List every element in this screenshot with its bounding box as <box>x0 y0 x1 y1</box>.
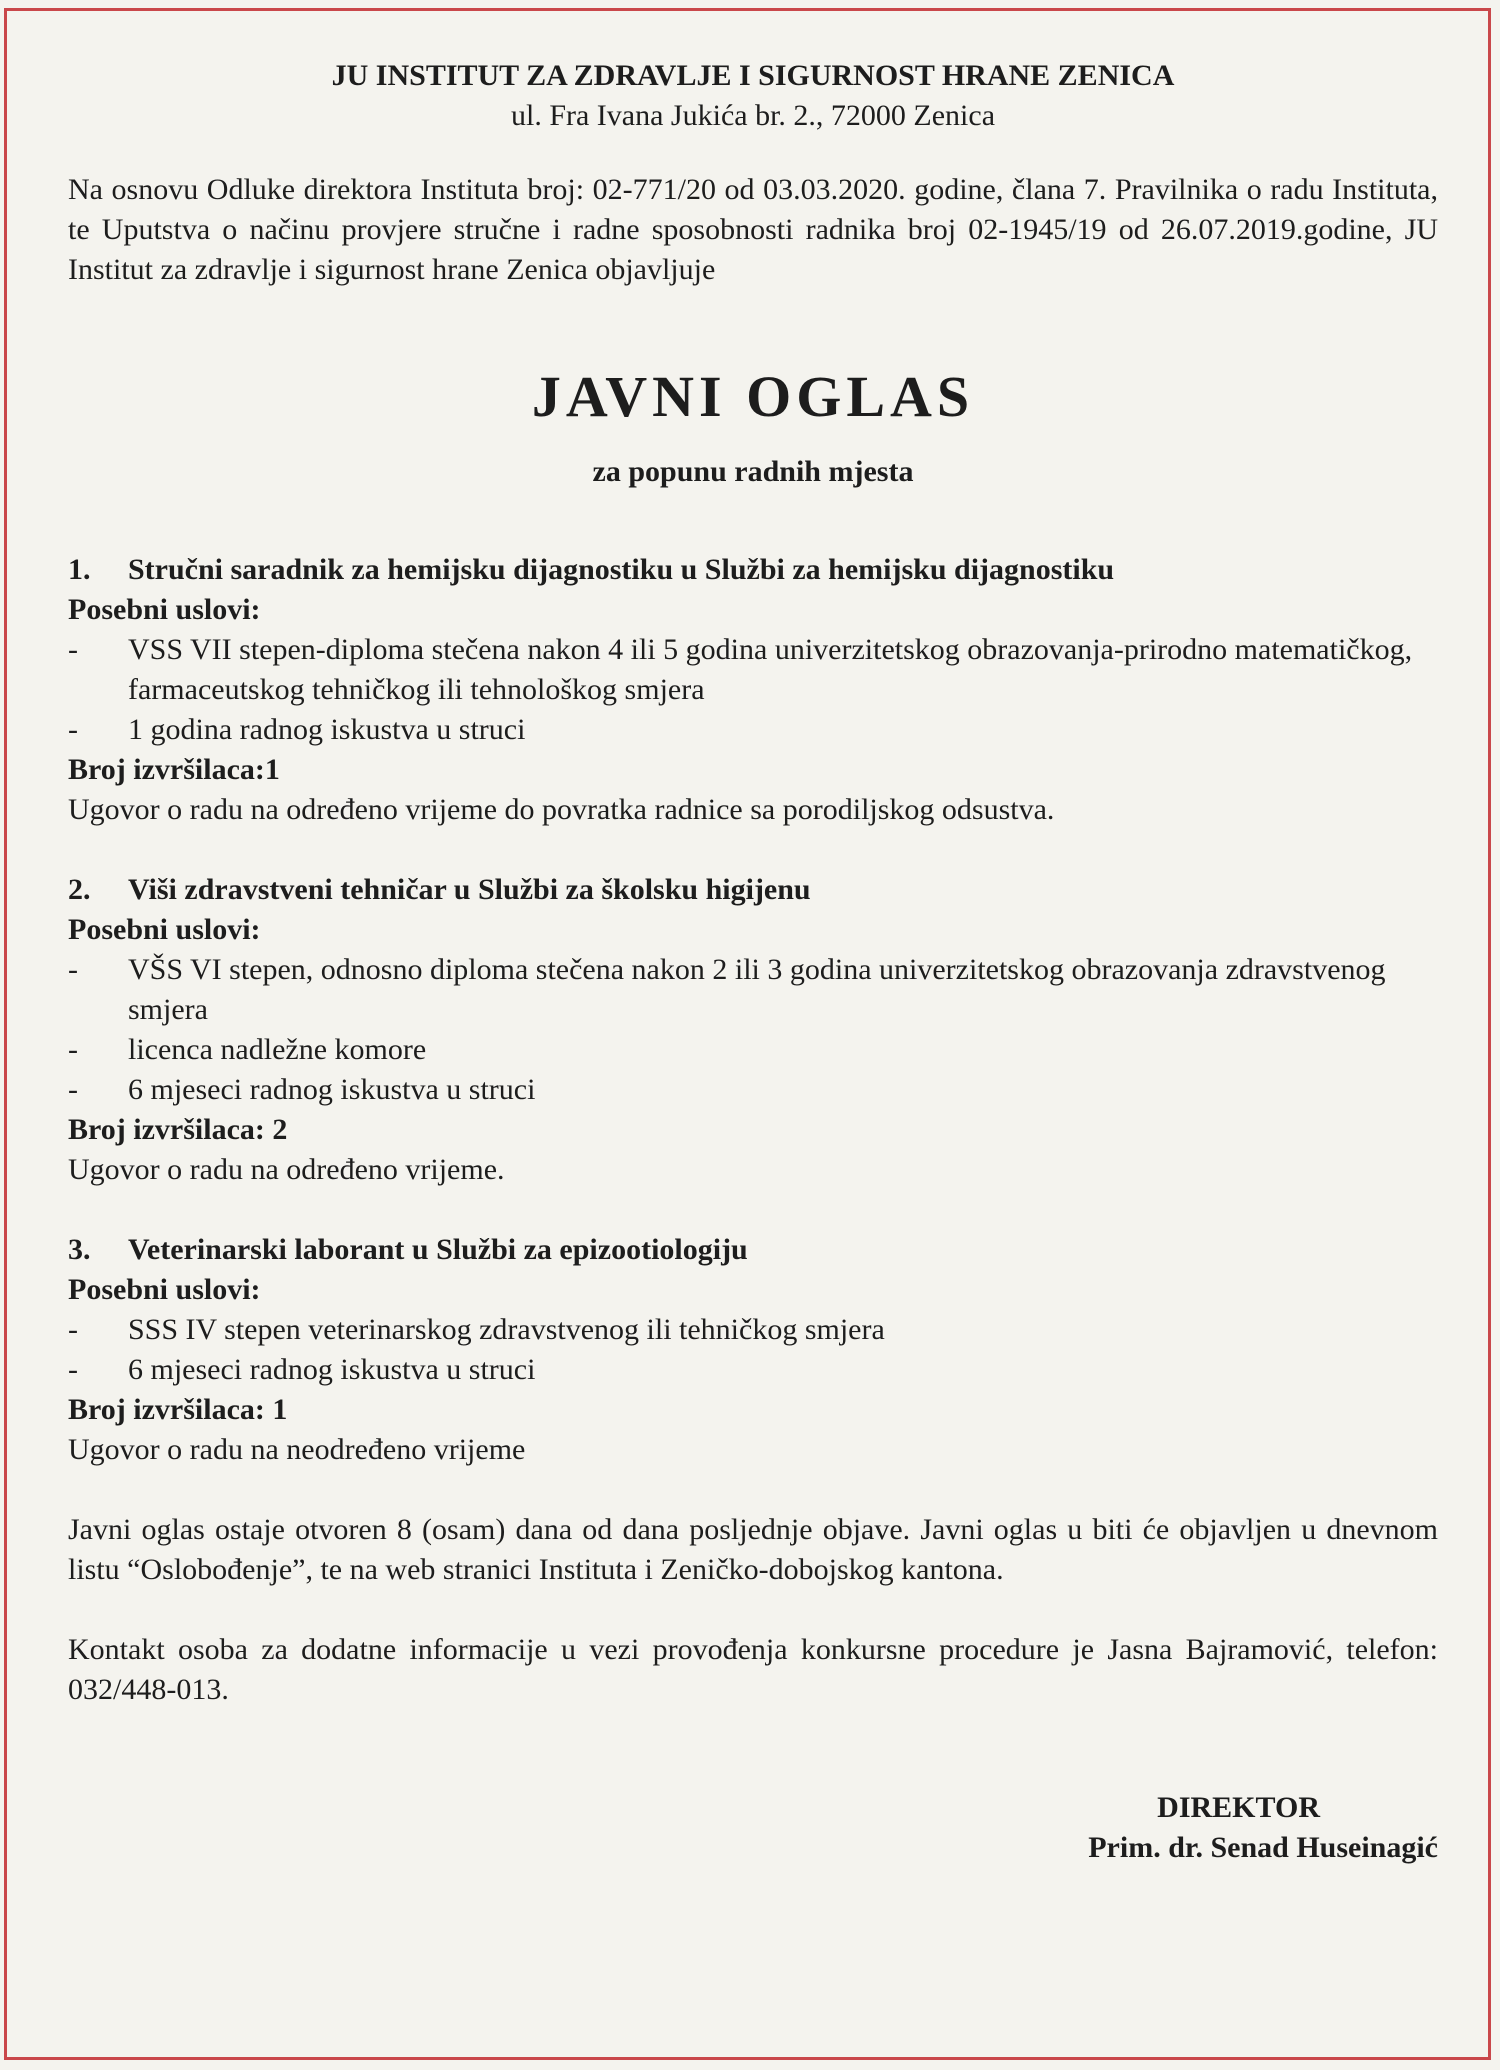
dash-bullet: - <box>68 1353 78 1386</box>
condition-text: 6 mjeseci radnog iskustva u struci <box>128 1353 536 1386</box>
signature-name: Prim. dr. Senad Huseinagić <box>1088 1831 1438 1864</box>
dash-bullet: - <box>68 953 78 986</box>
position-name: Stručni saradnik za hemijsku dijagnostiku u Službi za hemijsku dijagnostiku <box>128 553 1115 586</box>
position-number: 1. <box>68 553 91 586</box>
condition-item <box>68 630 1438 710</box>
condition-item <box>68 1030 1438 1070</box>
position-name: Veterinarski laborant u Službi za epizootiologiju <box>128 1233 748 1266</box>
conditions-list <box>68 1310 1438 1390</box>
conditions-label: Posebni uslovi: <box>68 593 261 626</box>
dash-bullet: - <box>68 713 78 746</box>
position-title <box>68 550 1438 590</box>
condition-text: VSS VII stepen-diploma stečena nakon 4 ili 5 godina univerzitetskog obrazovanja-prirodno matematičkog, farmaceutskog tehničkog ili tehnološkog smjera <box>128 633 1413 706</box>
condition-text: 1 godina radnog iskustva u struci <box>128 713 526 746</box>
contact-paragraph: Kontakt osoba za dodatne informacije u vezi provođenja konkursne procedure je Jasna Bajramović, telefon: 032/448-013. <box>68 1633 1438 1706</box>
dash-bullet: - <box>68 1313 78 1346</box>
contract-type: Ugovor o radu na određeno vrijeme. <box>68 1153 505 1186</box>
position-title <box>68 870 1438 910</box>
dash-bullet: - <box>68 1033 78 1066</box>
condition-item <box>68 1310 1438 1350</box>
contract-type: Ugovor o radu na određeno vrijeme do povratka radnice sa porodiljskog odsustva. <box>68 793 1055 826</box>
condition-item <box>68 1350 1438 1390</box>
executors-count: Broj izvršilaca: 1 <box>68 1393 288 1426</box>
position-number: 3. <box>68 1233 91 1266</box>
conditions-label: Posebni uslovi: <box>68 1273 261 1306</box>
positions-list <box>68 550 1438 1470</box>
institution-name: JU INSTITUT ZA ZDRAVLJE I SIGURNOST HRANE ZENICA <box>331 59 1175 92</box>
contract-type: Ugovor o radu na neodređeno vrijeme <box>68 1433 526 1466</box>
job-announcement <box>68 56 1438 1868</box>
condition-item <box>68 950 1438 1030</box>
signature-block <box>68 1788 1438 1868</box>
signature-role: DIREKTOR <box>1157 1791 1320 1824</box>
position-3 <box>68 1230 1438 1470</box>
position-1 <box>68 550 1438 830</box>
validity-paragraph: Javni oglas ostaje otvoren 8 (osam) dana od dana posljednje objave. Javni oglas u biti će objavljen u dnevnom listu “Oslobođenje”, te na web stranici Instituta i Zeničko-dobojskog kantona. <box>68 1513 1438 1586</box>
condition-item <box>68 710 1438 750</box>
dash-bullet: - <box>68 1073 78 1106</box>
page-subtitle: za popunu radnih mjesta <box>592 455 914 488</box>
position-2 <box>68 870 1438 1190</box>
condition-text: SSS IV stepen veterinarskog zdravstvenog ili tehničkog smjera <box>128 1313 885 1346</box>
position-number: 2. <box>68 873 91 906</box>
conditions-list <box>68 950 1438 1110</box>
executors-count: Broj izvršilaca: 2 <box>68 1113 288 1146</box>
institution-address: ul. Fra Ivana Jukića br. 2., 72000 Zenica <box>510 99 996 132</box>
conditions-list <box>68 630 1438 750</box>
intro-paragraph: Na osnovu Odluke direktora Instituta broj: 02-771/20 od 03.03.2020. godine, člana 7. Pravilnika o radu Instituta, te Uputstva o načinu provjere stručne i radne sposobnosti radnika broj 02-1945/19 od 26.07.2019.godine, JU Institut za zdravlje i sigurnost hrane Zenica objavljuje <box>68 173 1438 286</box>
condition-text: 6 mjeseci radnog iskustva u struci <box>128 1073 536 1106</box>
condition-text: licenca nadležne komore <box>128 1033 427 1066</box>
position-name: Viši zdravstveni tehničar u Službi za školsku higijenu <box>128 873 811 906</box>
dash-bullet: - <box>68 633 78 666</box>
position-title <box>68 1230 1438 1270</box>
page-title: JAVNI OGLAS <box>531 364 975 429</box>
condition-text: VŠS VI stepen, odnosno diploma stečena nakon 2 ili 3 godina univerzitetskog obrazovanja zdravstvenog smjera <box>128 953 1386 1026</box>
condition-item <box>68 1070 1438 1110</box>
conditions-label: Posebni uslovi: <box>68 913 261 946</box>
executors-count: Broj izvršilaca:1 <box>68 753 280 786</box>
